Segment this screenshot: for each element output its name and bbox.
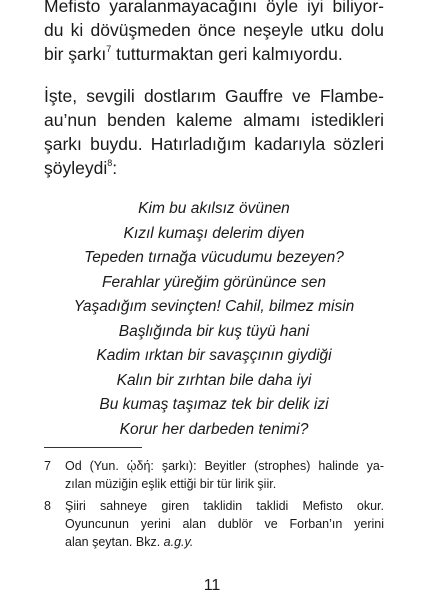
poem-line: Bu kumaş taşımaz tek bir delik izi [99, 396, 329, 413]
footnote-8-line-1: Şiiri sahneye giren taklidin taklidi Mefisto okur. [65, 499, 384, 513]
footnote-ref-7[interactable]: 7 [106, 44, 112, 55]
poem [44, 197, 384, 442]
poem-line: Başlığında bir kuş tüyü hani [118, 322, 310, 340]
footnote-8-line-3 [65, 533, 384, 551]
footnote-number: 8 [44, 499, 51, 513]
footnote-7-line-1: Od (Yun. ᾠδή: şarkı): Beyitler (strophes) halinde ya- [65, 459, 384, 473]
paragraph-2-line-4 [44, 156, 384, 180]
footnote-body [65, 457, 384, 493]
footnote-ref-8[interactable]: 8 [107, 158, 113, 169]
poem-line: Kadim ırktan bir savaşçının giydiği [96, 347, 332, 364]
paragraph-2-line-4-end: : [112, 158, 118, 178]
paragraph-1-line-3-start: bir şarkı [44, 44, 107, 64]
paragraph-2-line-4-start: şöyleydi [44, 158, 108, 178]
poem-line: Korur her darbeden tenimi? [119, 420, 309, 438]
poem-line: Yaşadığım sevinçten! Cahil, bilmez misin [73, 298, 355, 315]
paragraph-2-line-1: İşte, sevgili dostlarım Gauffre ve Flambe- [44, 86, 384, 106]
footnote-7-line-2: zılan müziğin eşlik ettiği bir tür lirik şiir. [65, 477, 277, 491]
paragraph-1-line-1: Mefisto yaralanmayacağını öyle iyi biliyor- [44, 0, 384, 16]
paragraph-2-line-3: şarkı buydu. Hatırladığım kadarıyla sözleri [44, 134, 384, 154]
page-number: 11 [203, 577, 221, 594]
footnote-number: 7 [44, 459, 51, 473]
paragraph-1-line-3-end: tutturmaktan geri kalmıyordu. [111, 44, 343, 64]
footnote-8-line-2: Oyuncunun yerini alan dublör ve Forban’ın yerini [65, 517, 384, 531]
paragraph-2-line-2: au’nun benden kaleme almamı istedikleri [44, 110, 384, 130]
footnote-8-line-3-start: alan şeytan. Bkz. [65, 535, 164, 549]
paragraph-1-line-3 [44, 42, 384, 66]
poem-line: Kızıl kumaşı delerim diyen [123, 224, 305, 242]
footnote-body [65, 497, 384, 551]
poem-line: Kim bu akılsız övünen [138, 200, 290, 217]
footnote-separator [44, 447, 142, 448]
poem-line: Ferahlar yüreğim görününce sen [101, 273, 326, 291]
paragraph-1 [44, 0, 384, 66]
paragraph-1-line-2: du ki dövüşmeden önce neşeyle utku dolu [44, 20, 384, 40]
poem-line: Tepeden tırnağa vücudumu bezeyen? [84, 249, 344, 266]
paragraph-2 [44, 84, 384, 180]
footnote-8-abbrev: a.g.y. [163, 535, 194, 549]
poem-line: Kalın bir zırhtan bile daha iyi [116, 371, 312, 389]
